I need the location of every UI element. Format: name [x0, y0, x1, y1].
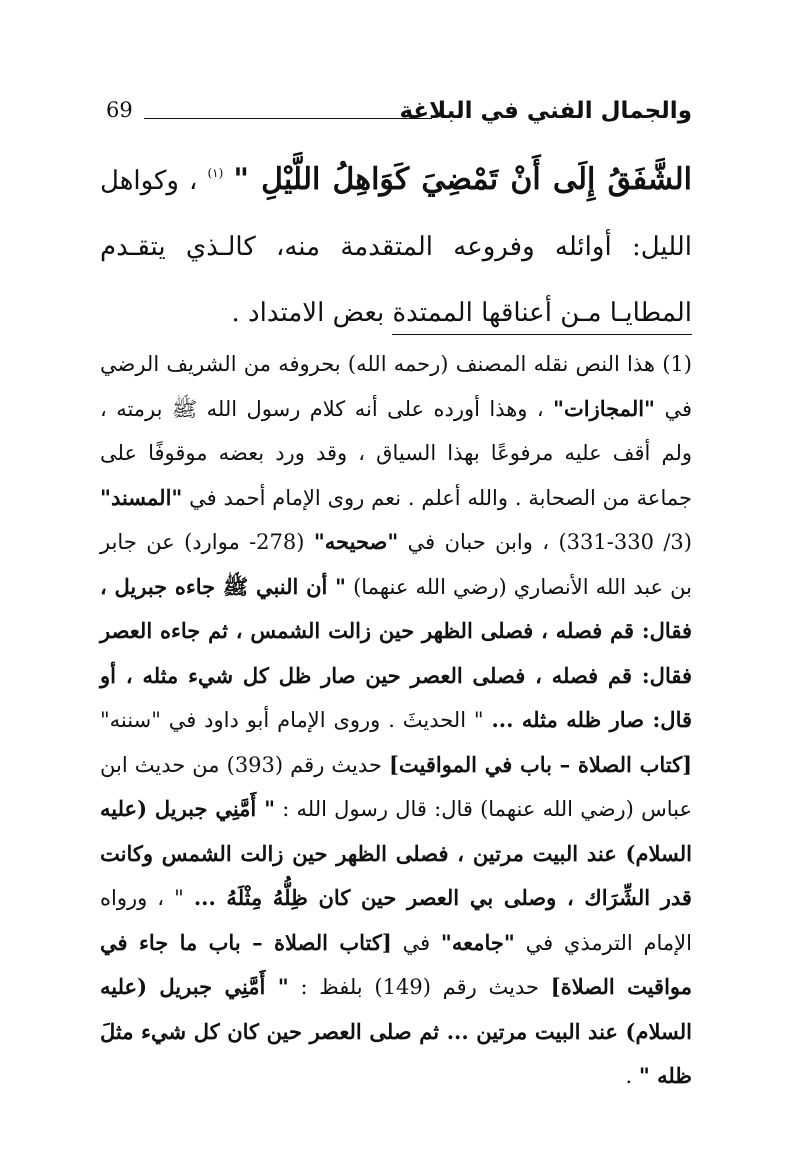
- fn-segment: " الحديثَ . وروى الإمام أبو داود في "سننه": [100, 708, 484, 732]
- fn-chapter-ref: [كتاب الصلاة – باب في المواقيت]: [388, 751, 693, 777]
- fn-segment: (1) هذا النص نقله المصنف (رحمه الله) بحروفه من الشريف الرضي في: [100, 352, 692, 421]
- fn-segment: " ، ورواه الإمام الترمذي في: [100, 886, 692, 955]
- fn-source-title: "المجازات": [553, 395, 656, 421]
- fn-segment: .: [625, 1064, 633, 1088]
- fn-source-title: "صحيحه": [313, 529, 399, 554]
- fn-chapter-ref: [كتاب الصلاة – باب ما جاء في مواقيت الصلاة]: [100, 929, 693, 999]
- main-paragraph: ، وكواهل الليل: أوائله وفروعه المتقدمة منه، كالـذي يتقـدم المطايـا مـن أعناقها الممتدة بعض الامتداد .: [100, 166, 692, 328]
- fn-hadith-text: " أَمَّنِي جبريل (عليه السلام) عند البيت مرتين ... ثم صلى العصر حين كان كل شيء مثلَ ظله ": [100, 974, 692, 1088]
- fn-segment: (278- موارد) عن جابر بن عبد الله الأنصاري (رضي الله عنهما): [100, 530, 693, 599]
- fn-segment: (3/ 330-331) ، وابن حبان في: [407, 530, 692, 554]
- page-header: [100, 92, 692, 132]
- footnote-separator: [392, 334, 692, 335]
- fn-hadith-text: " أَمَّنِي جبريل (عليه السلام) عند البيت مرتين ، فصلى الظهر حين زالت الشمس وكانت قدر الشِّرَاك ، وصلى بي العصر حين كان ظِلُّهُ مِثْلَهُ ...: [100, 796, 692, 910]
- page-number: 69: [106, 98, 133, 122]
- fn-segment: في: [402, 930, 431, 955]
- fn-hadith-text: " أن النبي ﷺ جاءه جبريل ، فقال: قم فصله ، فصلى الظهر حين زالت الشمس ، ثم جاءه العصر فقال: قم فصله ، فصلى العصر حين صار ظل كل شيء مثله ، أو قال: صار ظله مثله ...: [100, 573, 693, 732]
- fn-segment: حديث رقم (393) من حديث ابن عباس (رضي الله عنهما) قال: قال رسول الله :: [100, 752, 692, 821]
- running-title: والجمال الفني في البلاغة: [399, 98, 692, 124]
- footnote: [100, 342, 692, 1099]
- fn-segment: ، وهذا أورده على أنه كلام رسول الله ﷺ برمته ، ولم أقف عليه مرفوعًا بهذا السياق ، وقد ورد بعضه موقوفًا على جماعة من الصحابة . والله أعلم . نعم روى الإمام أحمد في: [100, 396, 692, 510]
- main-text: [100, 140, 692, 346]
- footnote-marker: (١): [207, 166, 224, 180]
- quoted-hadith: الشَّفَقُ إِلَى أَنْ تَمْضِيَ كَوَاهِلُ اللَّيْلِ ": [233, 162, 693, 197]
- fn-segment: حديث رقم (149) بلفظ :: [300, 975, 540, 999]
- fn-source-title: "المسند": [100, 484, 183, 510]
- header-rule: [144, 118, 432, 119]
- fn-source-title: "جامعه": [440, 929, 515, 955]
